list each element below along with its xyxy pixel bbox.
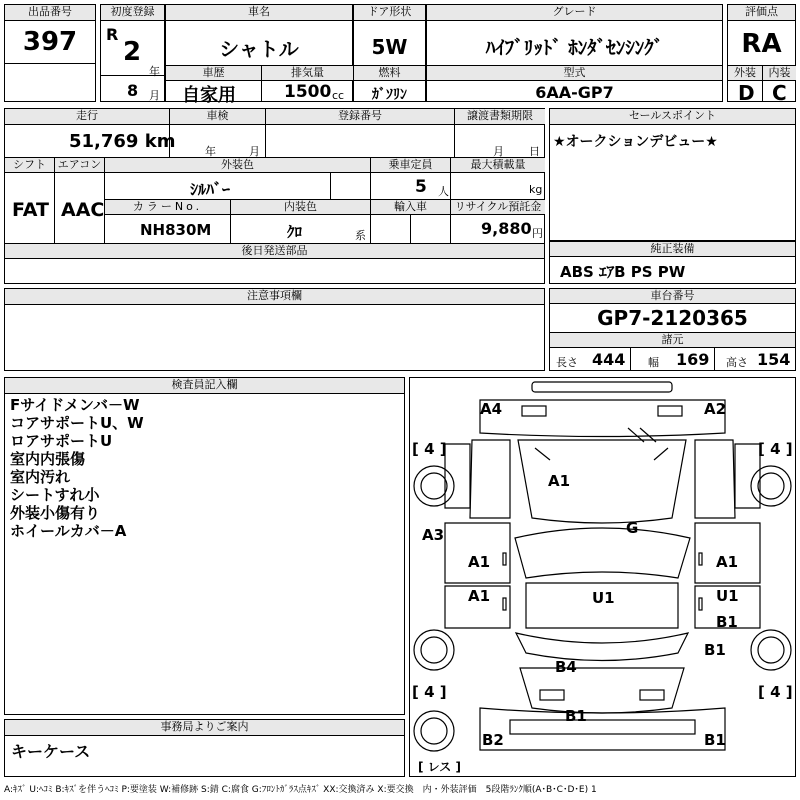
fuel-label: 燃料	[354, 66, 425, 81]
height-label: 高さ	[726, 356, 748, 369]
notes-label: 注意事項欄	[5, 289, 544, 305]
recycle-unit: 円	[532, 227, 543, 240]
ext-color: ｼﾙﾊﾞｰ	[190, 180, 231, 199]
sales-point-box	[549, 108, 796, 241]
damage-diagram	[409, 377, 796, 777]
int-grade: C	[772, 81, 787, 105]
inspector-lines	[10, 396, 144, 540]
damage-mark: A2	[704, 400, 727, 418]
int-label: 内装	[763, 66, 796, 81]
chassis-number: GP7-2120365	[597, 306, 748, 330]
damage-mark: A1	[468, 553, 491, 571]
aircon: AAC	[61, 199, 105, 221]
length-value: 444	[592, 350, 626, 369]
mileage-label: 走行	[5, 109, 169, 125]
ac-label: エアコン	[55, 158, 104, 173]
inspector-label: 検査員記入欄	[5, 378, 404, 394]
info-box	[4, 108, 545, 284]
shaken-year-unit: 年	[205, 145, 216, 158]
reg-month: 8	[127, 81, 139, 100]
car-name-box	[165, 4, 353, 106]
notes-box	[4, 288, 545, 371]
grade-box	[426, 4, 723, 102]
damage-mark: B1	[704, 641, 726, 659]
tire-rear-left: [ 4 ]	[412, 683, 447, 701]
car-outline	[410, 378, 795, 776]
recycle-fee: 9,880	[481, 219, 532, 238]
chassis-label: 車台番号	[550, 289, 795, 304]
registration-box	[100, 4, 165, 102]
car-history: 自家用	[182, 85, 236, 106]
legend-footer: A:ｷｽﾞ U:ﾍｺﾐ B:ｷｽﾞを伴うﾍｺﾐ P:要塗装 W:補修跡 S:錆 C:腐食 G:ﾌﾛﾝﾄｶﾞﾗｽ点ｷｽﾞ XX:交換済み X:要交換 内・外装評価 5段階ﾗﾝｸ順(A･B･C･D･E) 1	[4, 785, 597, 795]
damage-mark: B1	[565, 707, 587, 725]
recycle-label: リサイクル預託金	[451, 200, 545, 215]
disp-unit: cc	[332, 89, 345, 102]
damage-mark: B1	[704, 731, 726, 749]
width-label: 幅	[648, 356, 659, 369]
ext-label: 外装	[728, 66, 762, 81]
reg-year: 2	[123, 37, 142, 67]
score-label: 評価点	[728, 5, 795, 21]
tire-front-right: [ 4 ]	[758, 440, 793, 458]
chassis-box	[549, 288, 796, 371]
manual-day-unit: 日	[529, 145, 540, 158]
door-label: ドア形状	[354, 5, 425, 21]
inspector-line: 室内汚れ	[10, 468, 71, 486]
dims-label: 諸元	[550, 333, 795, 348]
reg-year-unit: 年	[149, 65, 160, 78]
sales-point: ★オークションデビュー★	[553, 134, 718, 150]
intcolor-unit: 系	[355, 229, 366, 242]
fuel-type: ｶﾞｿﾘﾝ	[372, 87, 407, 103]
inspector-line: Fサイドメンバ－W	[10, 396, 140, 414]
length-label: 長さ	[556, 356, 578, 369]
manual-label: 譲渡書類期限	[455, 109, 545, 125]
spare-tire: [ レス ]	[418, 760, 461, 774]
reg-month-unit: 月	[149, 89, 160, 102]
model-code: 6AA-GP7	[535, 83, 614, 102]
door-box	[353, 4, 426, 102]
colorno-label: カラーNo.	[105, 200, 230, 215]
damage-mark: U1	[592, 589, 615, 607]
displacement: 1500	[284, 82, 332, 102]
tire-front-left: [ 4 ]	[412, 440, 447, 458]
reg-label: 初度登録	[101, 5, 164, 21]
history-label: 車歴	[166, 66, 261, 81]
lot-number: 397	[22, 27, 78, 57]
shift: FAT	[12, 199, 49, 221]
inspector-line: 外装小傷有り	[10, 504, 101, 522]
inspector-line: ホイールカバ－A	[10, 522, 127, 540]
inspector-line: シートすれ小	[10, 486, 100, 504]
sales-label: セールスポイント	[550, 109, 795, 125]
inspector-box	[4, 377, 405, 715]
tire-rear-right: [ 4 ]	[758, 683, 793, 701]
name-label: 車名	[166, 5, 352, 21]
grade-label: グレード	[427, 5, 722, 21]
damage-mark: A1	[468, 587, 491, 605]
manual-month-unit: 月	[493, 145, 504, 158]
car-name: シャトル	[219, 37, 299, 61]
grade: ﾊｲﾌﾞﾘｯﾄﾞ ﾎﾝﾀﾞｾﾝｼﾝｸﾞ	[485, 37, 664, 59]
disp-label: 排気量	[262, 66, 353, 81]
int-color: ｸﾛ	[287, 223, 303, 241]
inspector-line: ロアサポートU	[10, 432, 113, 450]
damage-mark: A1	[548, 472, 571, 490]
import-label: 輸入車	[371, 200, 450, 215]
width-value: 169	[676, 350, 710, 369]
damage-mark: A3	[422, 526, 445, 544]
height-value: 154	[757, 350, 791, 369]
lot-label: 出品番号	[5, 5, 95, 21]
inspector-line: 室内内張傷	[10, 450, 86, 468]
equip-label: 純正装備	[550, 242, 795, 257]
office-label: 事務局よりご案内	[5, 720, 404, 736]
door-type: 5W	[371, 35, 408, 59]
damage-mark: G	[626, 519, 639, 537]
score-box	[727, 4, 796, 105]
lot-box	[4, 4, 96, 102]
reg-era: R	[106, 25, 119, 44]
damage-mark: B1	[716, 613, 738, 631]
damage-mark: B2	[482, 731, 504, 749]
seats: 5	[415, 177, 427, 197]
shift-label: シフト	[5, 158, 54, 173]
damage-mark: A1	[716, 553, 739, 571]
damage-mark: A4	[480, 400, 503, 418]
inspector-line: コアサポートU、W	[10, 414, 144, 432]
plate-label: 登録番号	[266, 109, 454, 125]
seats-unit: 人	[438, 185, 449, 198]
model-label: 型式	[427, 66, 722, 81]
color-label: 外装色	[105, 158, 370, 173]
load-label: 最大積載量	[451, 158, 545, 173]
mileage: 51,769 km	[69, 131, 176, 152]
damage-mark: B4	[555, 658, 577, 676]
intcolor-label: 内装色	[231, 200, 370, 215]
shaken-label: 車検	[170, 109, 265, 125]
office-note: キーケース	[11, 742, 91, 761]
seats-label: 乗車定員	[371, 158, 450, 173]
later-parts-label: 後日発送部品	[5, 244, 544, 259]
office-box	[4, 719, 405, 777]
equipment: ABS ｴｱB PS PW	[560, 263, 686, 281]
ext-grade: D	[738, 81, 755, 105]
color-number: NH830M	[140, 221, 212, 239]
equipment-box	[549, 241, 796, 284]
score: RA	[741, 29, 782, 59]
shaken-month-unit: 月	[249, 145, 260, 158]
load-unit: kg	[529, 183, 543, 196]
damage-mark: U1	[716, 587, 739, 605]
